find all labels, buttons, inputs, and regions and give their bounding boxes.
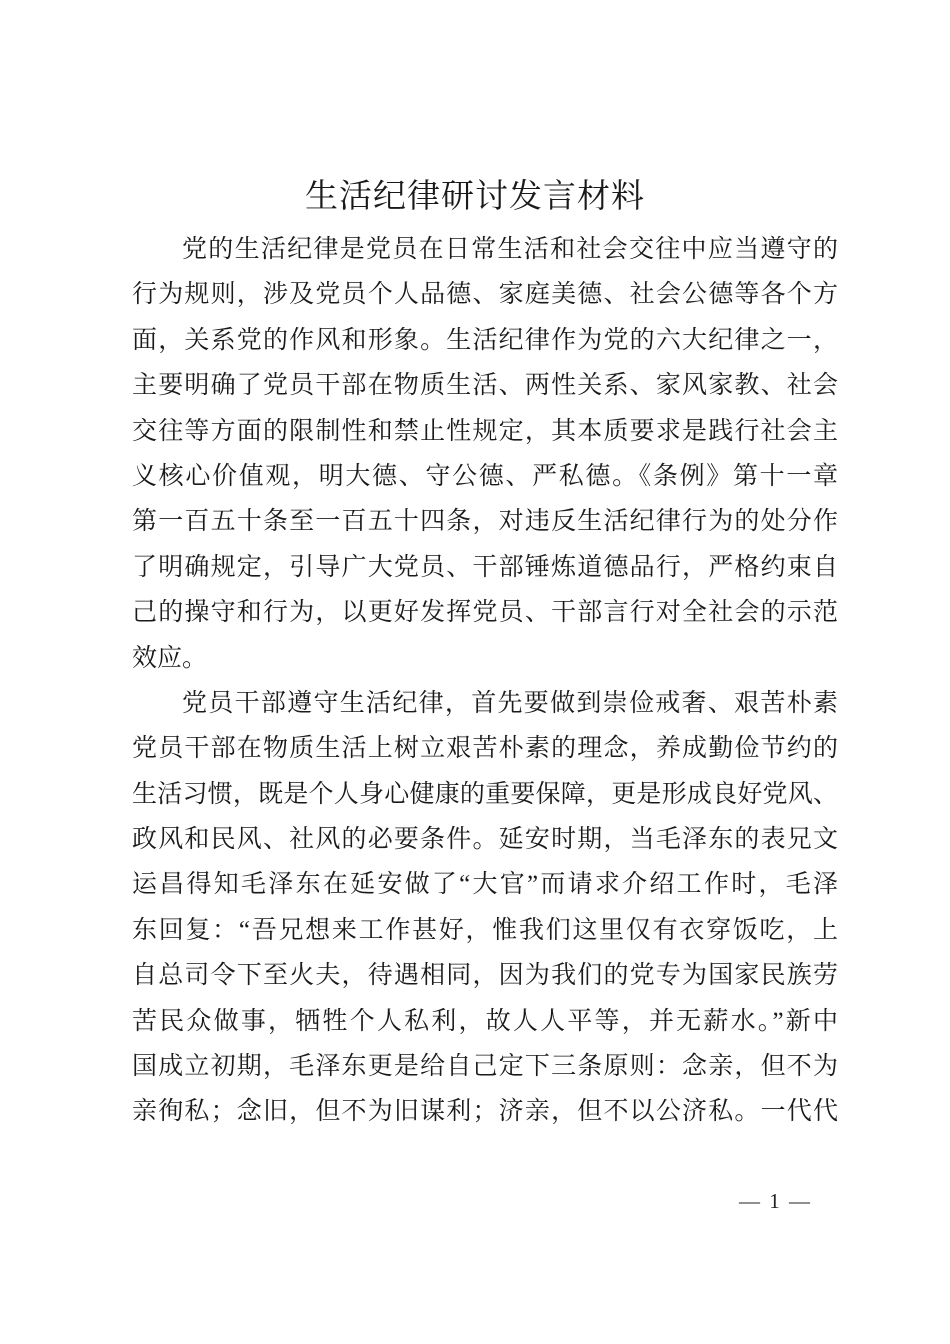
text-line: 苦民众做事，牺牲个人私利，故人人平等，并无薪水。”新中: [132, 1007, 838, 1035]
paragraph: [132, 681, 838, 1135]
text-line: 党员干部在物质生活上树立艰苦朴素的理念，养成勤俭节约的: [132, 735, 838, 763]
text-line: 党员干部遵守生活纪律，首先要做到崇俭戒奢、艰苦朴素: [182, 689, 838, 717]
text-line: 东回复：“吾兄想来工作甚好，惟我们这里仅有衣穿饭吃，上: [132, 916, 838, 944]
text-line: 主要明确了党员干部在物质生活、两性关系、家风家教、社会: [132, 372, 838, 400]
text-line: 己的操守和行为，以更好发挥党员、干部言行对全社会的示范: [132, 599, 838, 627]
text-line: 政风和民风、社风的必要条件。延安时期，当毛泽东的表兄文: [132, 826, 838, 854]
page-number: — 1 —: [739, 1189, 812, 1213]
text-line: 运昌得知毛泽东在延安做了“大官”而请求介绍工作时，毛泽: [132, 871, 838, 899]
text-line: 了明确规定，引导广大党员、干部锤炼道德品行，严格约束自: [132, 553, 838, 581]
text-line: 面，关系党的作风和形象。生活纪律作为党的六大纪律之一，: [132, 326, 838, 354]
text-line: 义核心价值观，明大德、守公德、严私德。《条例》第十一章: [132, 462, 838, 490]
text-line: 第一百五十条至一百五十四条，对违反生活纪律行为的处分作: [132, 508, 838, 536]
text-line: 效应。: [132, 644, 208, 672]
paragraph: [132, 227, 838, 681]
text-line: 亲徇私；念旧，但不为旧谋利；济亲，但不以公济私。一代代: [132, 1098, 838, 1126]
text-line: 党的生活纪律是党员在日常生活和社会交往中应当遵守的: [182, 236, 838, 263]
text-line: 国成立初期，毛泽东更是给自己定下三条原则：念亲，但不为: [132, 1053, 838, 1081]
text-line: 自总司令下至火夫，待遇相同，因为我们的党专为国家民族劳: [132, 962, 838, 990]
document-body: [132, 227, 838, 1135]
text-line: 生活习惯，既是个人身心健康的重要保障，更是形成良好党风、: [132, 780, 838, 808]
text-line: 行为规则，涉及党员个人品德、家庭美德、社会公德等各个方: [132, 281, 838, 309]
document-title: 生活纪律研讨发言材料: [305, 179, 645, 215]
text-line: 交往等方面的限制性和禁止性规定，其本质要求是践行社会主: [132, 417, 838, 445]
